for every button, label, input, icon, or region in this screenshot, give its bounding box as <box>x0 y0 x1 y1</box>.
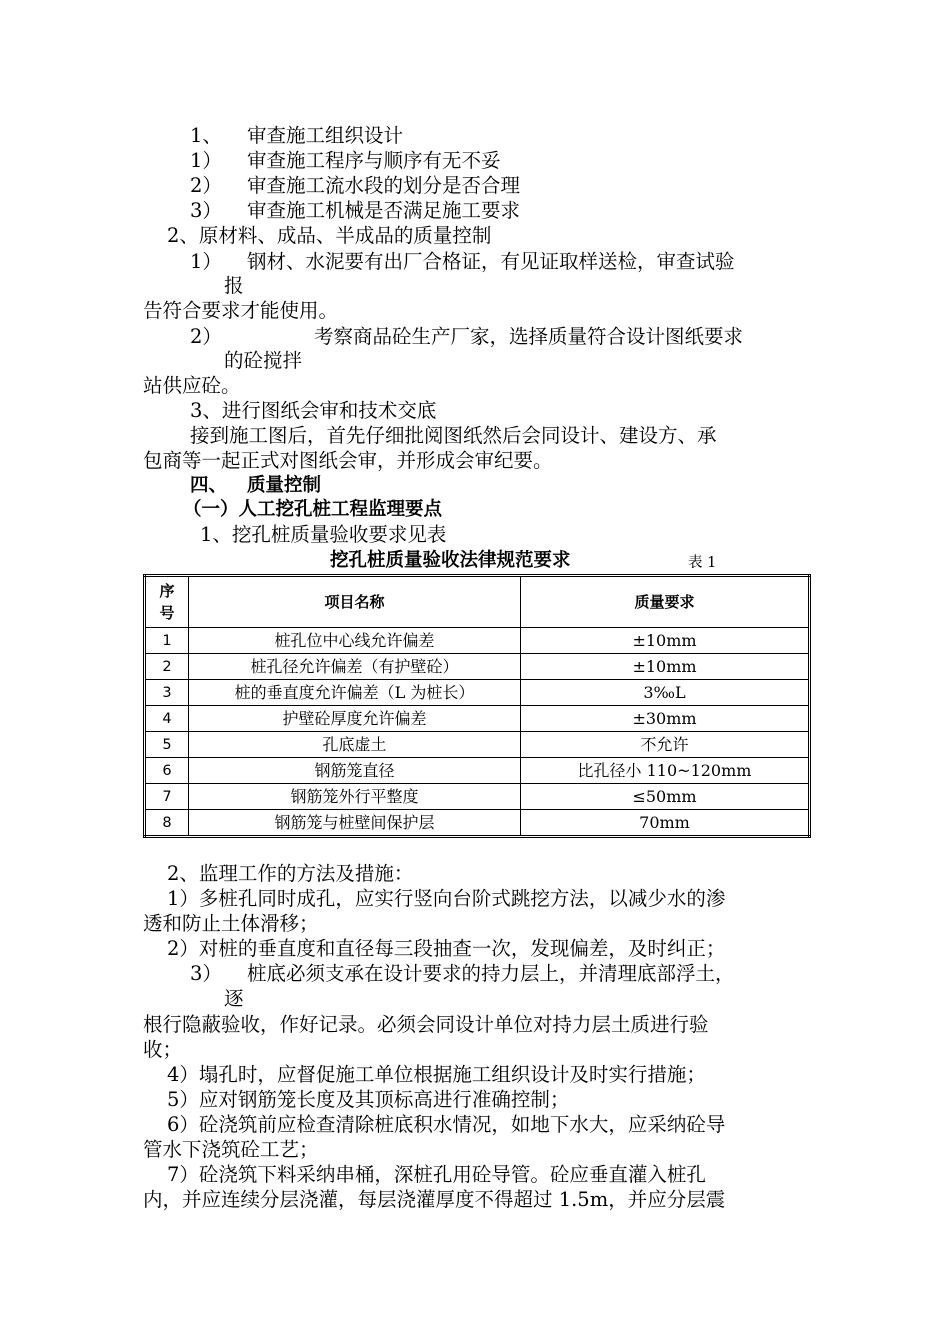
row-no: 7 <box>145 784 189 810</box>
row-name: 孔底虚土 <box>189 732 521 758</box>
methods-title: 2、监理工作的方法及措施： <box>167 862 414 885</box>
s1-item-2-text: 审查施工流水段的划分是否合理 <box>247 174 521 197</box>
method-4: 4）塌孔时，应督促施工单位根据施工组织设计及时实行措施； <box>167 1063 706 1086</box>
section-2-title: 2、原材料、成品、半成品的质量控制 <box>167 224 492 247</box>
section-1-title: 审查施工组织设计 <box>247 124 404 147</box>
method-3-line-1: 桩底必须支承在设计要求的持力层上，并清理底部浮土， <box>247 962 735 985</box>
heading-4-title: 质量控制 <box>247 475 322 496</box>
row-no: 4 <box>145 706 189 732</box>
s2-item-2-cont: 站供应砼。 <box>143 374 241 397</box>
row-name: 桩孔位中心线允许偏差 <box>189 628 521 654</box>
row-req: 3‰L <box>521 680 810 706</box>
s1-item-3-text: 审查施工机械是否满足施工要求 <box>247 199 521 222</box>
table-row <box>145 758 810 784</box>
method-6-line-2: 管水下浇筑砼工艺； <box>143 1138 319 1161</box>
s1-item-1-text: 审查施工程序与顺序有无不妥 <box>247 149 501 172</box>
row-req: ±10mm <box>521 628 810 654</box>
row-no: 3 <box>145 680 189 706</box>
s1-item-1-num: 1） <box>190 149 222 172</box>
row-req: ±30mm <box>521 706 810 732</box>
s1-item-3-num: 3） <box>190 199 222 222</box>
method-7-line-2: 内，并应连续分层浇灌，每层浇灌厚度不得超过 1.5m，并应分层震 <box>143 1188 726 1211</box>
table-row <box>145 680 810 706</box>
row-name: 钢筋笼与桩壁间保护层 <box>189 810 521 837</box>
method-1-line-1: 1）多桩孔同时成孔，应实行竖向台阶式跳挖方法，以减少水的渗 <box>167 887 726 910</box>
s2-item-2-wrap: 的砼搅拌 <box>224 349 303 372</box>
table-title: 挖孔桩质量验收法律规范要求 <box>330 550 571 571</box>
method-6-line-1: 6）砼浇筑前应检查清除桩底积水情况，如地下水大，应采纳砼导 <box>167 1113 726 1136</box>
row-req: 比孔径小 110~120mm <box>521 758 810 784</box>
row-name: 钢筋笼直径 <box>189 758 521 784</box>
method-3-line-3: 收； <box>143 1038 183 1061</box>
row-no: 5 <box>145 732 189 758</box>
quality-table <box>143 574 811 838</box>
table-row <box>145 784 810 810</box>
row-no: 2 <box>145 654 189 680</box>
row-name: 钢筋笼外行平整度 <box>189 784 521 810</box>
s2-item-2-num: 2） <box>190 325 222 348</box>
s2-item-1-cont: 告符合要求才能使用。 <box>143 299 339 322</box>
table-header-row <box>145 576 810 628</box>
s2-item-1-wrap: 报 <box>224 274 244 297</box>
table-label: 表 1 <box>688 555 717 571</box>
method-3-wrap: 逐 <box>224 987 244 1010</box>
method-1-line-2: 透和防止土体滑移； <box>143 912 319 935</box>
s2-item-1-num: 1） <box>190 250 222 273</box>
header-no: 序号 <box>145 576 189 628</box>
row-req: 不允许 <box>521 732 810 758</box>
row-req: ≤50mm <box>521 784 810 810</box>
row-no: 1 <box>145 628 189 654</box>
method-3-line-2: 根行隐蔽验收，作好记录。必须会同设计单位对持力层土质进行验 <box>143 1013 709 1036</box>
s2-item-1-text: 钢材、水泥要有出厂合格证，有见证取样送检，审查试验 <box>247 250 735 273</box>
row-req: ±10mm <box>521 654 810 680</box>
table-row <box>145 810 810 837</box>
section-3-paragraph-line-2: 包商等一起正式对图纸会审，并形成会审纪要。 <box>143 449 553 472</box>
table-row <box>145 628 810 654</box>
row-name: 桩孔径允许偏差（有护壁砼） <box>189 654 521 680</box>
header-name: 项目名称 <box>189 576 521 628</box>
section-3-title: 3、进行图纸会审和技术交底 <box>190 399 437 422</box>
subheading-pile: （一）人工挖孔桩工程监理要点 <box>183 499 443 520</box>
row-name: 桩的垂直度允许偏差（L 为桩长） <box>189 680 521 706</box>
method-5: 5）应对钢筋笼长度及其顶标高进行准确控制； <box>167 1088 570 1111</box>
row-req: 70mm <box>521 810 810 837</box>
table-intro: 1、挖孔桩质量验收要求见表 <box>200 523 447 546</box>
s2-item-2-text: 考察商品砼生产厂家，选择质量符合设计图纸要求 <box>314 325 744 348</box>
table-row <box>145 654 810 680</box>
method-2: 2）对桩的垂直度和直径每三段抽查一次，发现偏差，及时纠正； <box>167 937 726 960</box>
row-name: 护壁砼厚度允许偏差 <box>189 706 521 732</box>
table-row <box>145 732 810 758</box>
section-1-number: 1、 <box>190 124 222 147</box>
heading-4-number: 四、 <box>190 475 228 496</box>
table-row <box>145 706 810 732</box>
method-3-num: 3） <box>190 962 222 985</box>
header-req: 质量要求 <box>521 576 810 628</box>
method-7-line-1: 7）砼浇筑下料采纳串桶，深桩孔用砼导管。砼应垂直灌入桩孔 <box>167 1163 706 1186</box>
s1-item-2-num: 2） <box>190 174 222 197</box>
row-no: 8 <box>145 810 189 837</box>
row-no: 6 <box>145 758 189 784</box>
section-3-paragraph-line-1: 接到施工图后，首先仔细批阅图纸然后会同设计、建设方、承 <box>190 424 717 447</box>
